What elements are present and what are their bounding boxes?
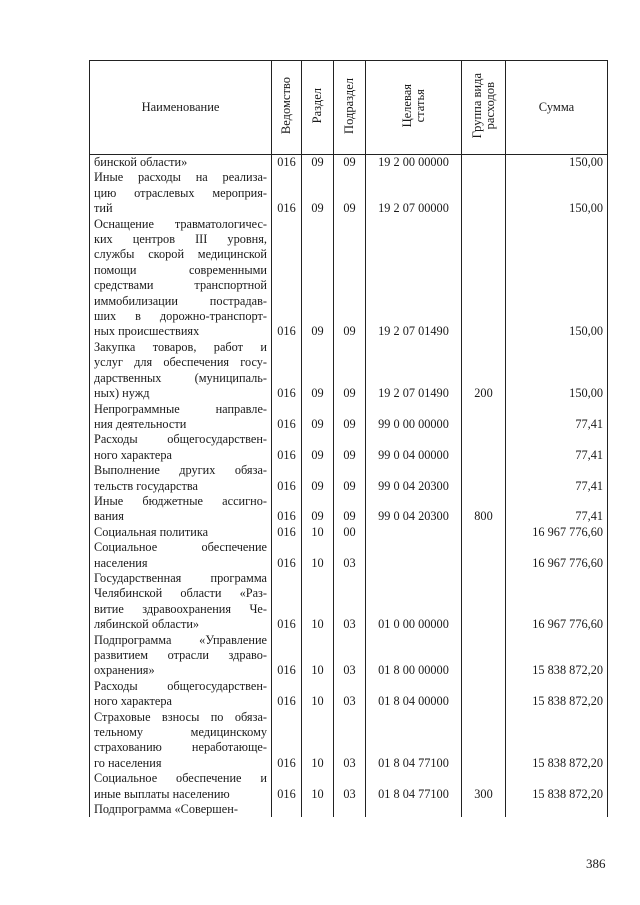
row-amount: 77,41 (506, 402, 608, 433)
header-section: Раздел (310, 87, 324, 124)
table-row (90, 679, 608, 710)
row-expense-group (462, 155, 506, 171)
row-expense-group (462, 540, 506, 571)
table-row (90, 432, 608, 463)
row-subsection: 09 (334, 494, 366, 525)
row-subsection: 03 (334, 540, 366, 571)
row-name-line: Расходы общегосударствен- (94, 432, 267, 447)
table-row (90, 802, 608, 817)
row-name-line: ких центров III уровня, (94, 232, 267, 247)
row-expense-group (462, 402, 506, 433)
row-amount: 77,41 (506, 463, 608, 494)
row-name-line: Социальная политика (94, 524, 209, 539)
row-name-line: бинской области» (94, 155, 188, 169)
row-name (90, 802, 272, 817)
row-expense-group (462, 170, 506, 216)
table-row (90, 771, 608, 802)
row-name-line: Социальное обеспечение (94, 540, 267, 555)
row-section: 09 (302, 402, 334, 433)
row-amount: 15 838 872,20 (506, 633, 608, 679)
row-section: 10 (302, 771, 334, 802)
row-expense-group: 300 (462, 771, 506, 802)
row-expense-group (462, 463, 506, 494)
row-expense-group (462, 432, 506, 463)
row-amount: 150,00 (506, 170, 608, 216)
row-target-article: 19 2 07 01490 (366, 340, 462, 402)
row-subsection: 09 (334, 402, 366, 433)
row-name (90, 540, 272, 571)
table-row (90, 217, 608, 340)
row-name-line: ного характера (94, 694, 172, 709)
row-name (90, 525, 272, 540)
row-amount: 16 967 776,60 (506, 525, 608, 540)
row-department: 016 (272, 463, 302, 494)
budget-table (89, 60, 608, 817)
row-expense-group (462, 571, 506, 633)
table-row (90, 710, 608, 772)
row-name-line: Государственная программа (94, 570, 267, 585)
row-target-article: 01 8 04 77100 (366, 710, 462, 772)
row-department: 016 (272, 571, 302, 633)
row-department: 016 (272, 540, 302, 571)
row-target-article: 01 8 00 00000 (366, 633, 462, 679)
row-name (90, 771, 272, 802)
row-amount: 150,00 (506, 217, 608, 340)
row-amount: 16 967 776,60 (506, 540, 608, 571)
row-target-article: 19 2 00 00000 (366, 155, 462, 171)
row-subsection: 09 (334, 155, 366, 171)
row-expense-group (462, 217, 506, 340)
row-subsection: 00 (334, 525, 366, 540)
header-subsection: Подраздел (342, 77, 356, 134)
row-department: 016 (272, 432, 302, 463)
row-name-line: страхованию неработающе- (94, 740, 267, 755)
row-amount: 77,41 (506, 494, 608, 525)
row-amount: 77,41 (506, 432, 608, 463)
row-department: 016 (272, 525, 302, 540)
table-row (90, 571, 608, 633)
row-section: 09 (302, 340, 334, 402)
header-subsection-cell (334, 61, 366, 155)
row-name (90, 710, 272, 772)
row-name-line: Расходы общегосударствен- (94, 678, 267, 693)
row-name-line: Закупка товаров, работ и (94, 339, 267, 354)
row-name-line: услуг для обеспечения госу- (94, 355, 267, 370)
row-department: 016 (272, 679, 302, 710)
row-name-line: цию отраслевых мероприя- (94, 185, 267, 200)
row-section: 09 (302, 155, 334, 171)
header-expense-group-cell (462, 61, 506, 155)
row-name-line: Страховые взносы по обяза- (94, 709, 267, 724)
row-name-line: средствами транспортной (94, 278, 267, 293)
row-department: 016 (272, 710, 302, 772)
header-department-cell (272, 61, 302, 155)
header-name: Наименование (90, 61, 272, 155)
row-subsection: 09 (334, 170, 366, 216)
row-expense-group (462, 710, 506, 772)
row-target-article (366, 802, 462, 817)
row-target-article: 99 0 04 00000 (366, 432, 462, 463)
row-name-line: охранения» (94, 663, 155, 678)
row-department: 016 (272, 155, 302, 171)
row-name-line: Подпрограмма «Управление (94, 632, 267, 647)
row-name-line: тельному медицинскому (94, 725, 267, 740)
row-name-line: развитием отрасли здраво- (94, 648, 267, 662)
row-subsection: 03 (334, 633, 366, 679)
header-target-article: Целевая статья (399, 83, 427, 128)
row-section: 10 (302, 633, 334, 679)
row-name-line: ших в дорожно-транспорт- (94, 309, 267, 324)
table-header-row (90, 61, 608, 155)
row-target-article: 19 2 07 01490 (366, 217, 462, 340)
row-expense-group (462, 802, 506, 817)
row-name (90, 340, 272, 402)
row-name-line: помощи современными (94, 262, 267, 277)
row-name-line: службы скорой медицинской (94, 247, 267, 262)
row-name-line: Выполнение других обяза- (94, 463, 267, 478)
row-subsection: 09 (334, 340, 366, 402)
row-name-line: лябинской области» (94, 617, 200, 632)
row-subsection: 09 (334, 432, 366, 463)
row-subsection: 03 (334, 571, 366, 633)
row-name-line: Непрограммные направле- (94, 401, 267, 416)
row-section: 10 (302, 540, 334, 571)
row-expense-group (462, 679, 506, 710)
row-subsection: 09 (334, 217, 366, 340)
row-department: 016 (272, 771, 302, 802)
row-name-line: ных) нужд (94, 386, 150, 401)
row-amount: 15 838 872,20 (506, 771, 608, 802)
row-expense-group: 200 (462, 340, 506, 402)
row-subsection: 03 (334, 710, 366, 772)
row-name-line: дарственных (муниципаль- (94, 370, 267, 385)
row-department: 016 (272, 402, 302, 433)
row-section: 10 (302, 525, 334, 540)
row-name-line: ных происшествиях (94, 324, 200, 339)
row-name-line: иные выплаты населению (94, 786, 230, 801)
row-target-article: 01 8 04 77100 (366, 771, 462, 802)
row-name (90, 155, 272, 171)
table-row (90, 170, 608, 216)
row-name (90, 432, 272, 463)
header-section-cell (302, 61, 334, 155)
row-subsection: 03 (334, 771, 366, 802)
table-row (90, 463, 608, 494)
row-amount: 15 838 872,20 (506, 679, 608, 710)
row-subsection (334, 802, 366, 817)
row-name-line: иммобилизации пострадав- (94, 293, 267, 308)
row-department: 016 (272, 170, 302, 216)
row-name (90, 217, 272, 340)
header-target-article-cell (366, 61, 462, 155)
row-name-line: тельств государства (94, 478, 198, 493)
row-name-line: ного характера (94, 447, 172, 462)
row-name-line: вания (94, 509, 124, 524)
row-name (90, 633, 272, 679)
row-section: 10 (302, 710, 334, 772)
row-amount: 15 838 872,20 (506, 710, 608, 772)
row-department (272, 802, 302, 817)
table-row (90, 633, 608, 679)
row-subsection: 09 (334, 463, 366, 494)
row-expense-group (462, 633, 506, 679)
row-target-article: 99 0 00 00000 (366, 402, 462, 433)
row-department: 016 (272, 340, 302, 402)
row-department: 016 (272, 633, 302, 679)
row-name (90, 170, 272, 216)
table-row (90, 340, 608, 402)
table-row (90, 494, 608, 525)
row-amount: 150,00 (506, 340, 608, 402)
row-amount: 16 967 776,60 (506, 571, 608, 633)
row-amount: 150,00 (506, 155, 608, 171)
row-name-line: Социальное обеспечение и (94, 771, 267, 786)
row-department: 016 (272, 494, 302, 525)
table-row (90, 540, 608, 571)
row-name-line: го населения (94, 755, 162, 770)
table-row (90, 155, 608, 171)
row-expense-group: 800 (462, 494, 506, 525)
row-name (90, 463, 272, 494)
row-name-line: населения (94, 555, 148, 570)
row-name-line: Челябинской области «Раз- (94, 586, 267, 601)
row-section: 09 (302, 463, 334, 494)
row-target-article (366, 525, 462, 540)
row-target-article: 19 2 07 00000 (366, 170, 462, 216)
row-name-line: витие здравоохранения Че- (94, 601, 267, 616)
row-section: 09 (302, 217, 334, 340)
row-target-article: 01 0 00 00000 (366, 571, 462, 633)
row-name (90, 494, 272, 525)
row-target-article: 99 0 04 20300 (366, 463, 462, 494)
row-section (302, 802, 334, 817)
row-name (90, 679, 272, 710)
row-section: 09 (302, 494, 334, 525)
row-section: 09 (302, 432, 334, 463)
row-name-line: ния деятельности (94, 416, 187, 431)
row-subsection: 03 (334, 679, 366, 710)
row-name-line: Подпрограмма «Совершен- (94, 802, 238, 817)
row-department: 016 (272, 217, 302, 340)
row-section: 10 (302, 571, 334, 633)
row-section: 09 (302, 170, 334, 216)
row-target-article: 99 0 04 20300 (366, 494, 462, 525)
budget-table-page (89, 60, 607, 817)
row-name-line: тий (94, 201, 113, 216)
row-expense-group (462, 525, 506, 540)
table-row (90, 525, 608, 540)
row-name (90, 402, 272, 433)
header-amount: Сумма (506, 61, 608, 155)
header-expense-group: Группа вида расходов (469, 72, 497, 139)
table-row (90, 402, 608, 433)
row-name-line: Иные бюджетные ассигно- (94, 493, 267, 508)
row-section: 10 (302, 679, 334, 710)
row-name (90, 571, 272, 633)
row-name-line: Иные расходы на реализа- (94, 170, 267, 185)
row-name-line: Оснащение травматологичес- (94, 216, 267, 231)
page-number: 386 (586, 856, 606, 871)
row-target-article: 01 8 04 00000 (366, 679, 462, 710)
row-target-article (366, 540, 462, 571)
header-department: Ведомство (279, 76, 293, 135)
table-body (90, 155, 608, 818)
row-amount (506, 802, 608, 817)
